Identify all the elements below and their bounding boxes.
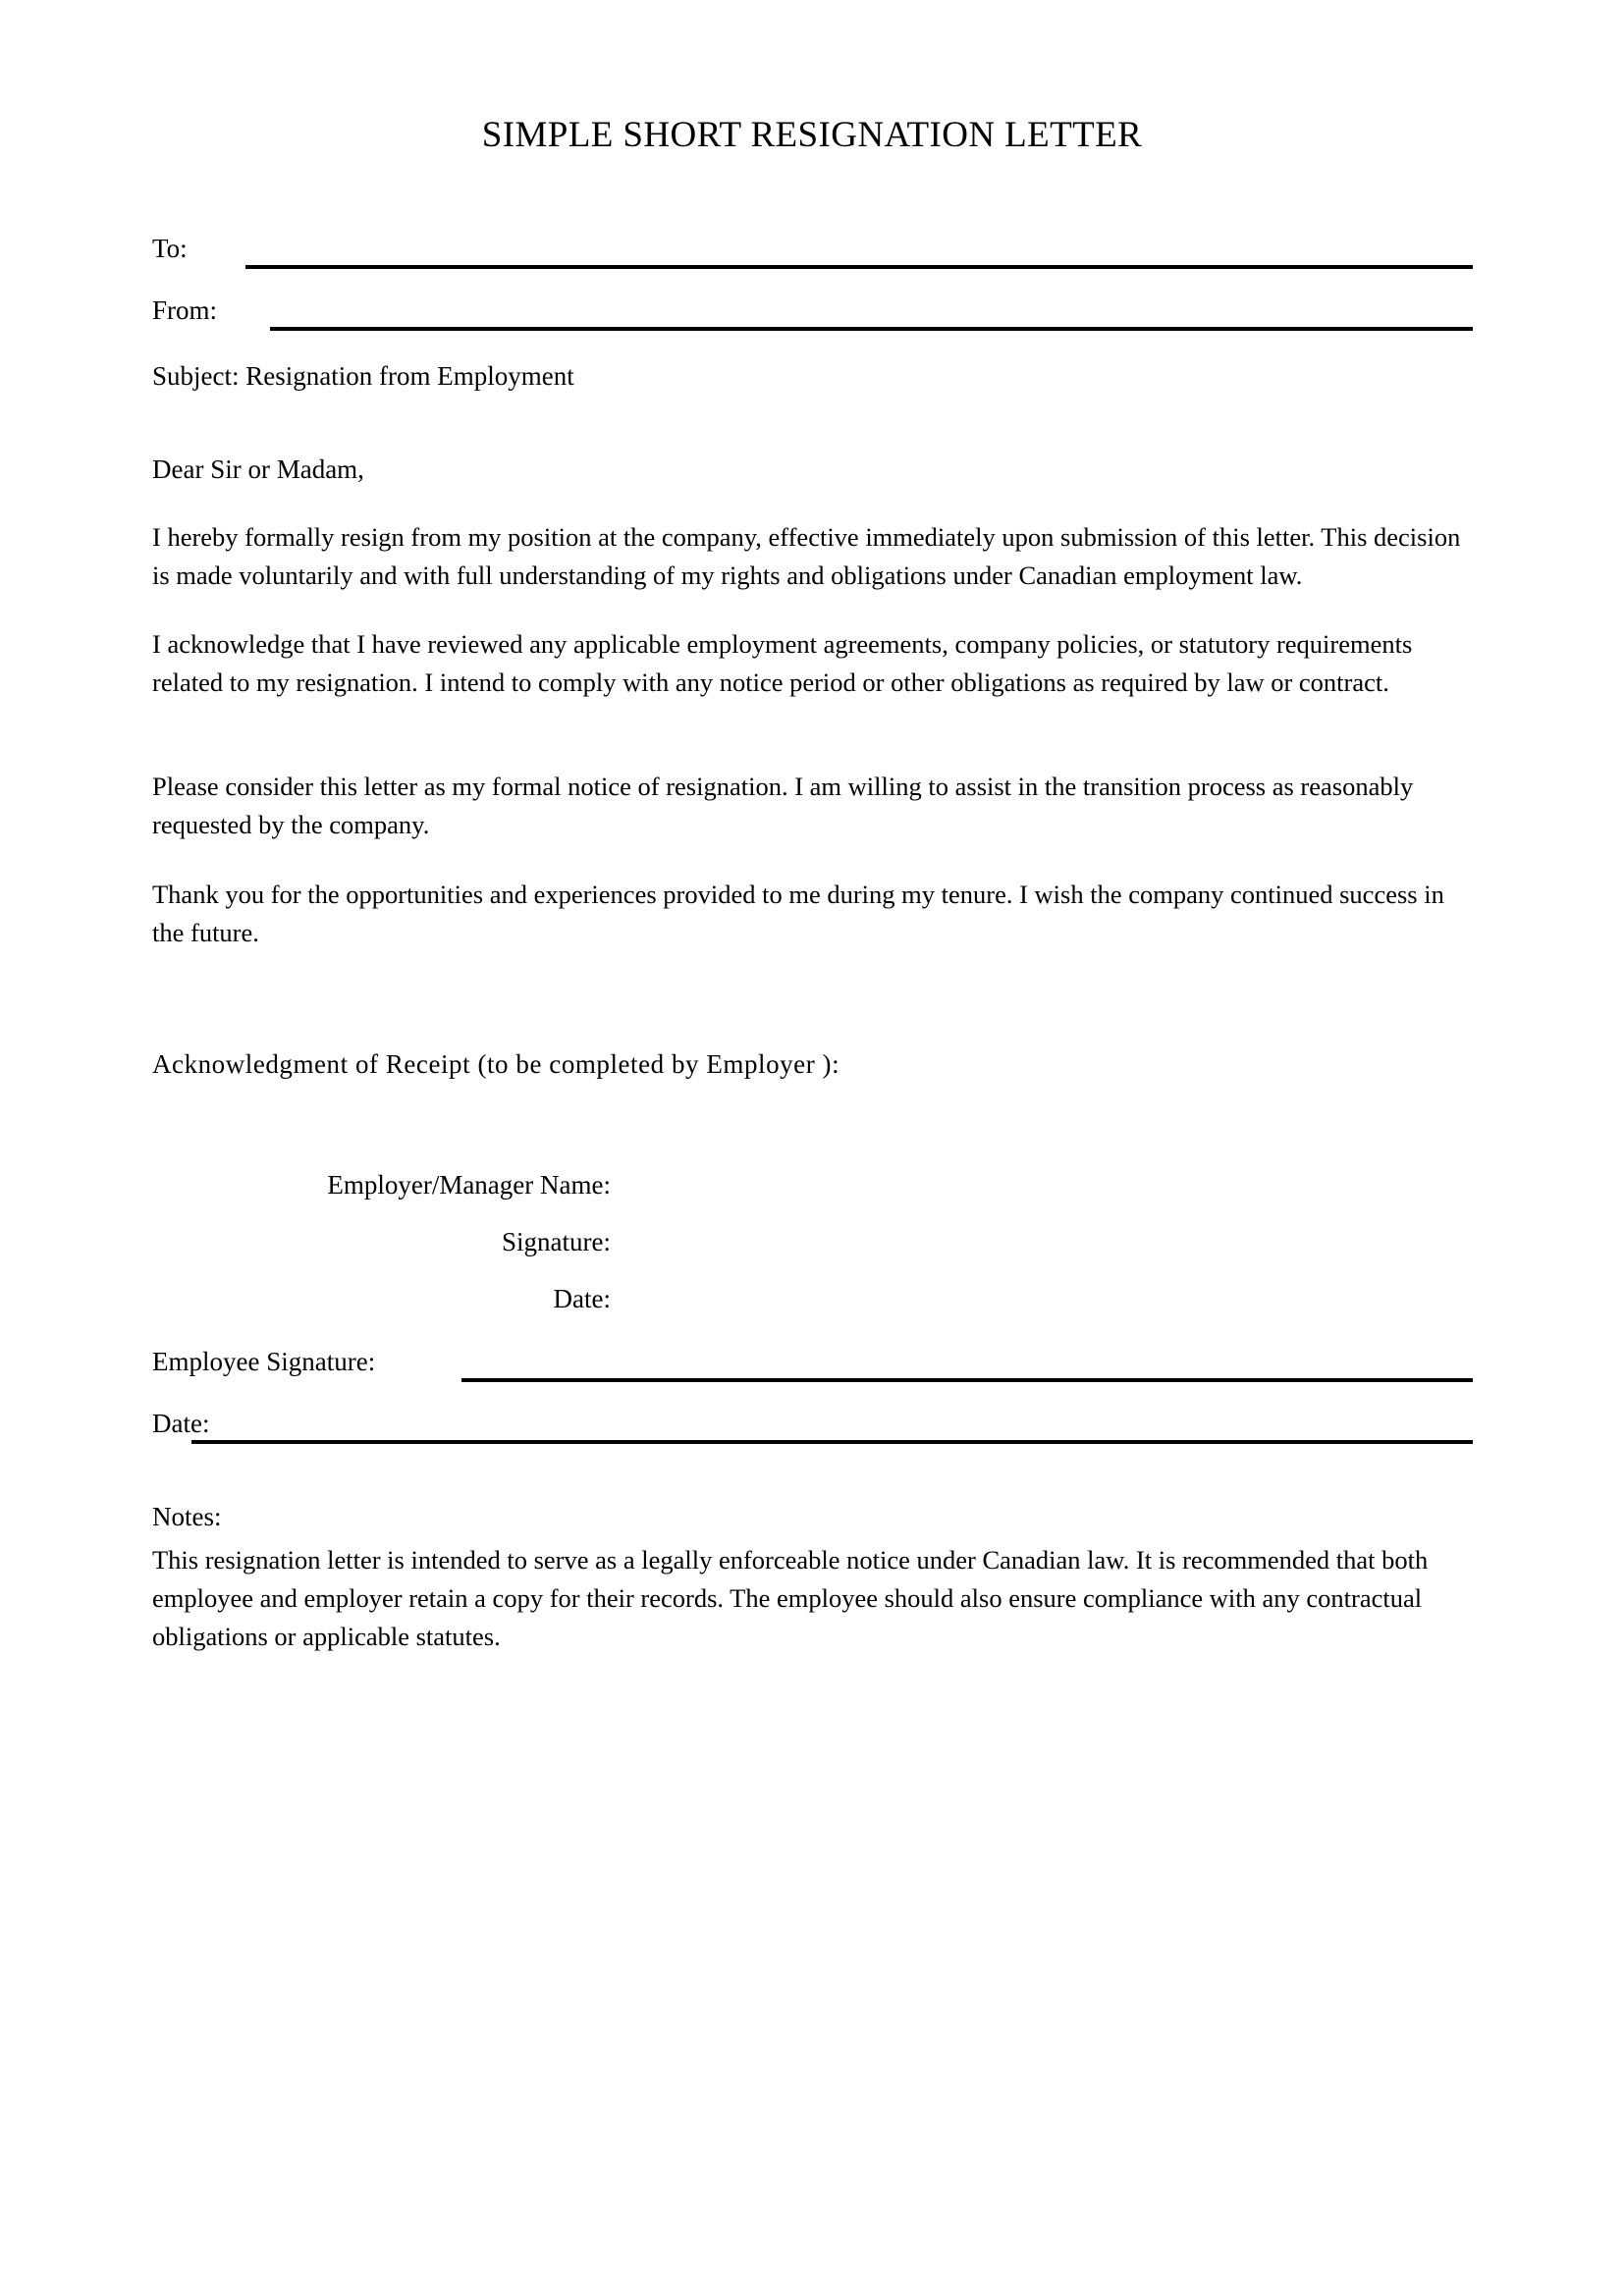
field-row-to [152, 232, 1473, 275]
body-paragraph: I acknowledge that I have reviewed any applicable employment agreements, company policies, or statutory requirements related to my resignation. I intend to comply with any notice period or other obligations as required by law or contract. [152, 629, 1413, 697]
body-paragraph: Please consider this letter as my formal notice of resignation. I am willing to assist in the transition process as reasonably requested by the company. [152, 772, 1414, 839]
from-field-input-rule[interactable] [270, 327, 1473, 331]
salutation-line: Dear Sir or Madam, [152, 454, 364, 484]
employer-signature-label: Signature: [502, 1227, 611, 1256]
employee-signature-input-rule[interactable] [461, 1378, 1473, 1382]
field-row-employee-date [152, 1407, 1473, 1450]
body-paragraph: I hereby formally resign from my position at the company, effective immediately upon submission of this letter. This decision is made voluntarily and with full understanding of my rights and obligations under Canadian employment law. [152, 522, 1461, 590]
from-field-label: From: [152, 295, 218, 325]
to-field-label: To: [152, 234, 188, 263]
body-paragraph: Thank you for the opportunities and experiences provided to me during my tenure. I wish the company continued success in the future. [152, 880, 1444, 947]
acknowledgment-heading: Acknowledgment of Receipt (to be completed by Employer ): [152, 1049, 840, 1079]
to-field-input-rule[interactable] [245, 265, 1473, 269]
notes-body: This resignation letter is intended to serve as a legally enforceable notice under Canadian law. It is recommended that both employee and employer retain a copy for their records. The employee should also ensure compliance with any contractual obligations or applicable statutes. [152, 1545, 1429, 1651]
page-title: SIMPLE SHORT RESIGNATION LETTER [481, 115, 1143, 155]
notes-label: Notes: [152, 1502, 222, 1531]
employer-manager-name-label: Employer/Manager Name: [327, 1170, 611, 1200]
employee-date-input-rule[interactable] [191, 1440, 1473, 1444]
employee-date-label: Date: [152, 1409, 210, 1438]
field-row-from [152, 294, 1473, 337]
employee-signature-label: Employee Signature: [152, 1347, 376, 1376]
field-row-employee-signature [152, 1345, 1473, 1388]
employer-date-label: Date: [553, 1284, 611, 1313]
subject-line: Subject: Resignation from Employment [152, 361, 574, 391]
